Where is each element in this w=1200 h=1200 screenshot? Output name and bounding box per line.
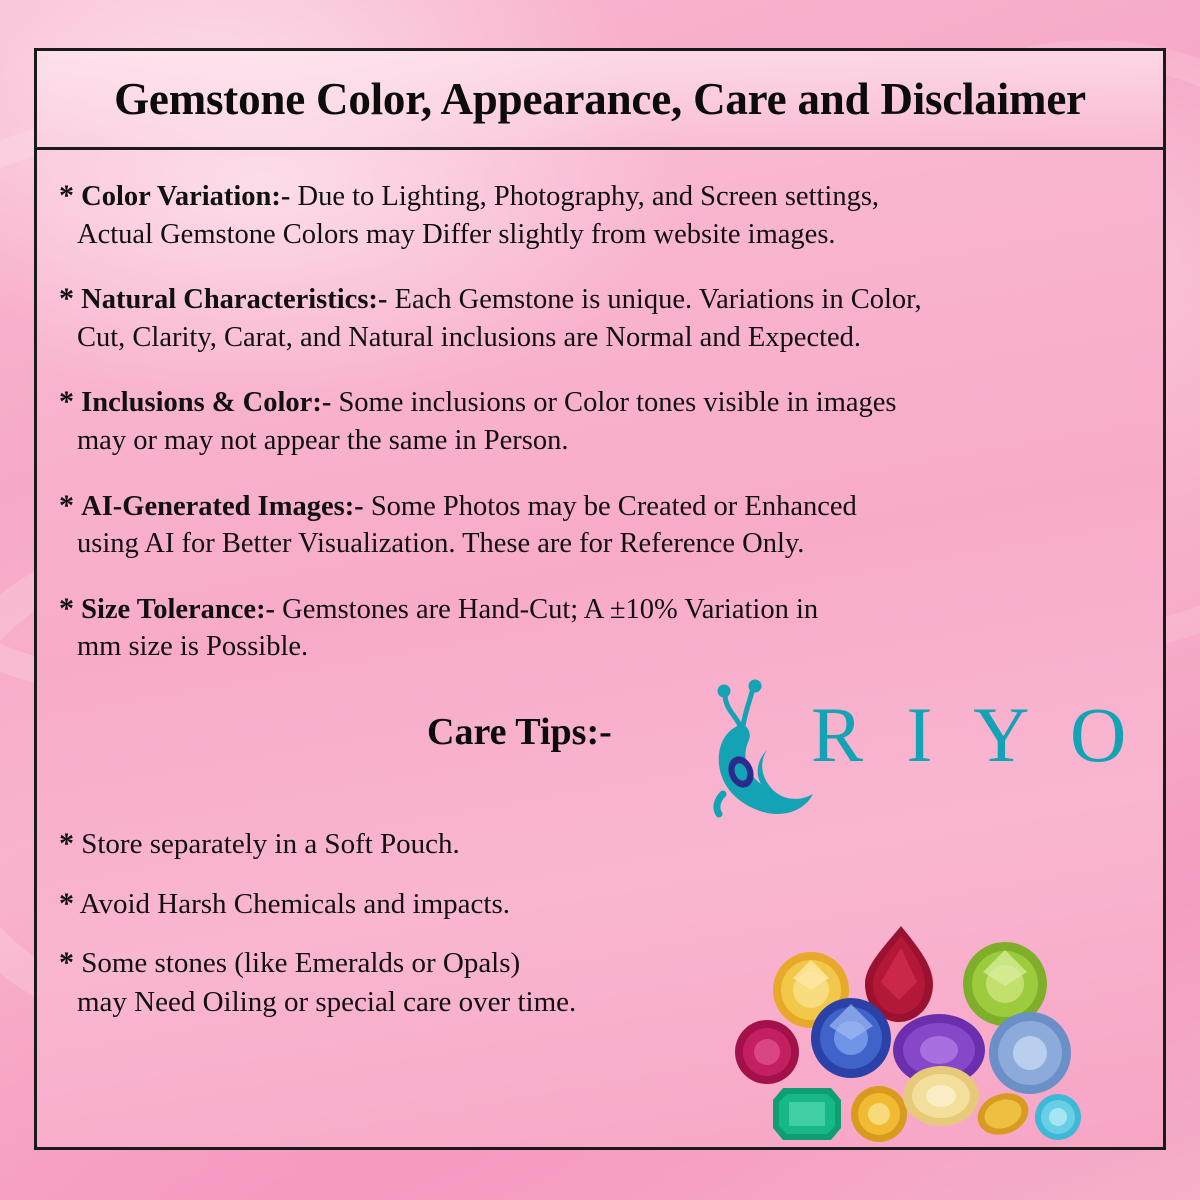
list-item-text: Each Gemstone is unique. Variations in Color, bbox=[387, 284, 922, 316]
gem-yellow-oval bbox=[972, 1086, 1035, 1141]
gem-pale-citrine bbox=[903, 1066, 979, 1126]
list-item bbox=[59, 589, 1137, 666]
list-item-text: may Need Oiling or special care over time. bbox=[77, 985, 577, 1018]
list-item bbox=[59, 884, 1137, 924]
peacock-logo-icon bbox=[679, 676, 829, 826]
list-item-text: Store separately in a Soft Pouch. bbox=[81, 828, 460, 861]
care-tips-list bbox=[59, 824, 1137, 1021]
title-bar bbox=[37, 51, 1163, 150]
bullet-marker: * bbox=[59, 488, 74, 522]
gem-ruby bbox=[735, 1020, 799, 1084]
brand-logo bbox=[659, 676, 1166, 826]
list-item bbox=[59, 486, 1137, 563]
list-item-text: Gemstones are Hand-Cut; A ±10% Variation in bbox=[275, 593, 819, 625]
bullet-marker: * bbox=[59, 827, 74, 861]
list-item-label: Inclusions & Color:- bbox=[81, 387, 332, 419]
list-item bbox=[59, 176, 1137, 253]
brand-name: R I Y O bbox=[811, 691, 1139, 779]
list-item-text: Some Photos may be Created or Enhanced bbox=[363, 490, 857, 522]
list-item-label: AI-Generated Images:- bbox=[81, 490, 364, 522]
care-tips-heading: Care Tips:- bbox=[427, 711, 612, 754]
list-item-text: Avoid Harsh Chemicals and impacts. bbox=[79, 887, 510, 920]
list-item-label: Color Variation:- bbox=[81, 181, 291, 212]
bullet-marker: * bbox=[59, 946, 74, 980]
gem-emerald bbox=[773, 1088, 841, 1140]
list-item-text: Cut, Clarity, Carat, and Natural inclusions are Normal and Expected. bbox=[77, 321, 862, 353]
content-area bbox=[37, 150, 1163, 1150]
list-item-text: may or may not appear the same in Person. bbox=[77, 425, 569, 457]
bullet-marker: * bbox=[59, 282, 74, 316]
list-item-text: Some inclusions or Color tones visible in images bbox=[331, 387, 897, 419]
care-tips-header-row bbox=[59, 692, 1137, 810]
list-item-label: Natural Characteristics:- bbox=[81, 284, 388, 316]
list-item-text: using AI for Better Visualization. These are for Reference Only. bbox=[77, 528, 805, 560]
list-item bbox=[59, 279, 1137, 356]
bullet-marker: * bbox=[59, 886, 74, 920]
gem-yellow-round bbox=[851, 1086, 907, 1142]
gem-blue-topaz bbox=[1035, 1094, 1081, 1140]
list-item-text: Actual Gemstone Colors may Differ slightly from website images. bbox=[77, 218, 836, 250]
list-item-label: Size Tolerance:- bbox=[81, 593, 276, 625]
gem-aquamarine bbox=[989, 1012, 1071, 1094]
list-item-text: Some stones (like Emeralds or Opals) bbox=[81, 947, 521, 980]
list-item-text: mm size is Possible. bbox=[77, 631, 309, 663]
list-item bbox=[59, 943, 1137, 1021]
bullet-marker: * bbox=[59, 179, 74, 212]
bullet-marker: * bbox=[59, 591, 74, 625]
list-item-text: Due to Lighting, Photography, and Screen settings, bbox=[290, 181, 880, 212]
disclaimer-card bbox=[34, 48, 1166, 1150]
list-item bbox=[59, 382, 1137, 459]
bullet-marker: * bbox=[59, 385, 74, 419]
list-item bbox=[59, 824, 1137, 864]
page-title: Gemstone Color, Appearance, Care and Disclaimer bbox=[114, 74, 1086, 124]
